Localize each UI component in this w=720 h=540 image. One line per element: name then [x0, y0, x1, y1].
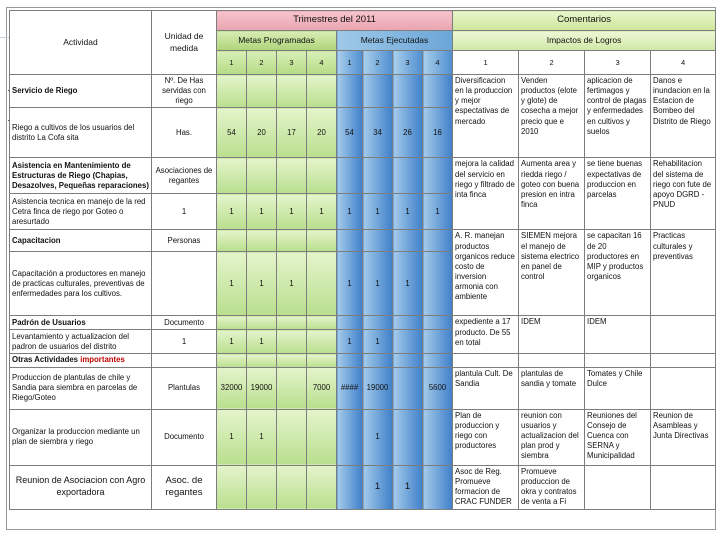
ejec-cell	[393, 75, 423, 108]
prog-cell	[217, 158, 247, 194]
prog-cell: 20	[247, 108, 277, 158]
prog-cell: 54	[217, 108, 247, 158]
comment-cell: Venden productos (elote y glote) de cosecha a mejor precio que e 2010	[519, 75, 585, 158]
ejec-cell: 1	[363, 330, 393, 354]
ejec-cell	[363, 75, 393, 108]
prog-cell	[277, 316, 307, 330]
activity-cell: Levantamiento y actualizacion del padron de usuarios del distrito	[10, 330, 152, 354]
ejec-cell	[393, 367, 423, 409]
prog-cell: 1	[247, 330, 277, 354]
prog-cell: 19000	[247, 367, 277, 409]
ejec-cell	[423, 158, 453, 194]
prog-cell	[307, 316, 337, 330]
prog-cell	[307, 409, 337, 465]
impact-column-label: 3	[585, 51, 651, 75]
ejec-cell: ####	[337, 367, 363, 409]
prog-cell	[247, 158, 277, 194]
comment-cell	[651, 316, 716, 354]
activity-cell: Produccion de plantulas de chile y Sandia para siembra en parcelas de Riego/Goteo	[10, 367, 152, 409]
unit-cell	[152, 354, 217, 367]
impact-column-label: 1	[453, 51, 519, 75]
comment-cell: expediente a 17 producto. De 55 en total	[453, 316, 519, 354]
comment-cell: Promueve produccion de okra y contratos de venta a Fi	[519, 465, 585, 509]
ejec-cell	[337, 354, 363, 367]
ejec-cell	[423, 330, 453, 354]
unit-cell: Documento	[152, 316, 217, 330]
activity-cell: Asistencia tecnica en manejo de la red Cetra finca de riego por Goteo o aresurtado	[10, 194, 152, 230]
prog-cell	[277, 409, 307, 465]
comment-cell: se tiene buenas expectativas de produccion en parcelas	[585, 158, 651, 230]
header-impactos: Impactos de Logros	[453, 31, 716, 51]
comment-cell: IDEM	[585, 316, 651, 354]
ejec-cell	[363, 316, 393, 330]
prog-cell: 1	[277, 252, 307, 316]
quarter-label: 1	[337, 51, 363, 75]
prog-cell: 1	[247, 409, 277, 465]
quarter-label: 3	[277, 51, 307, 75]
impact-column-label: 4	[651, 51, 716, 75]
ejec-cell: 1	[337, 194, 363, 230]
comment-cell: plantulas de sandia y tomate	[519, 367, 585, 409]
header-actividad: Actividad	[10, 11, 152, 75]
unit-cell: 1	[152, 330, 217, 354]
comment-cell: mejora la calidad del servicio en riego y filtrado de inta finca	[453, 158, 519, 230]
prog-cell	[217, 75, 247, 108]
prog-cell	[307, 252, 337, 316]
comment-cell: Danos e inundacion en la Estacion de Bombeo del Distrito de Riego	[651, 75, 716, 158]
prog-cell	[217, 354, 247, 367]
prog-cell	[307, 354, 337, 367]
comment-cell: se capacitan 16 de 20 productores en MIP y productos organicos	[585, 230, 651, 316]
unit-cell: Asoc. de regantes	[152, 465, 217, 509]
ejec-cell	[423, 75, 453, 108]
prog-cell: 1	[217, 330, 247, 354]
prog-cell	[217, 465, 247, 509]
prog-cell	[277, 158, 307, 194]
ejec-cell	[393, 409, 423, 465]
ejec-cell: 16	[423, 108, 453, 158]
comment-cell: Tomates y Chile Dulce	[585, 367, 651, 409]
activity-cell: Riego a cultivos de los usuarios del distrito La Cofa sita	[10, 108, 152, 158]
comment-cell	[519, 354, 585, 367]
prog-cell: 1	[217, 252, 247, 316]
ejec-cell	[337, 409, 363, 465]
impact-column-label: 2	[519, 51, 585, 75]
quarter-label: 1	[217, 51, 247, 75]
ejec-cell	[363, 354, 393, 367]
prog-cell	[307, 75, 337, 108]
quarter-label: 2	[247, 51, 277, 75]
prog-cell: 7000	[307, 367, 337, 409]
unit-cell: Plantulas	[152, 367, 217, 409]
quarter-label: 4	[423, 51, 453, 75]
prog-cell: 32000	[217, 367, 247, 409]
section-label: Otras Actividades	[12, 355, 79, 365]
ejec-cell	[423, 316, 453, 330]
prog-cell: 1	[247, 194, 277, 230]
ejec-cell: 5600	[423, 367, 453, 409]
ejec-cell: 1	[363, 194, 393, 230]
comment-cell: Plan de produccion y riego con productores	[453, 409, 519, 465]
unit-cell: Asociaciones de regantes	[152, 158, 217, 194]
prog-cell	[307, 158, 337, 194]
highlight-label: importantes	[80, 355, 125, 365]
ejec-cell: 1	[423, 194, 453, 230]
comment-cell: Practicas culturales y preventivas	[651, 230, 716, 316]
ejec-cell	[423, 409, 453, 465]
ejec-cell	[423, 465, 453, 509]
ejec-cell	[423, 354, 453, 367]
quarter-label: 4	[307, 51, 337, 75]
prog-cell	[307, 230, 337, 252]
activity-cell: Asistencia en Mantenimiento de Estructuras de Riego (Chapias, Desazolves, Pequeñas reparaciones)	[10, 158, 152, 194]
ejec-cell: 1	[393, 194, 423, 230]
prog-cell	[247, 75, 277, 108]
ejec-cell	[337, 75, 363, 108]
ejec-cell: 54	[337, 108, 363, 158]
prog-cell	[247, 316, 277, 330]
unit-cell	[152, 252, 217, 316]
ejec-cell	[363, 230, 393, 252]
ejec-cell	[393, 158, 423, 194]
prog-cell: 17	[277, 108, 307, 158]
prog-cell	[277, 75, 307, 108]
comment-cell	[651, 465, 716, 509]
comment-cell	[453, 354, 519, 367]
ejec-cell: 1	[337, 252, 363, 316]
header-metas-programadas: Metas Programadas	[217, 31, 337, 51]
comment-cell	[651, 354, 716, 367]
prog-cell	[247, 230, 277, 252]
ejec-cell: 1	[363, 465, 393, 509]
prog-cell: 1	[307, 194, 337, 230]
ejec-cell	[423, 252, 453, 316]
header-unidad: Unidad de medida	[152, 11, 217, 75]
prog-cell: 1	[217, 409, 247, 465]
ejec-cell	[337, 316, 363, 330]
header-metas-ejecutadas: Metas Ejecutadas	[337, 31, 453, 51]
prog-cell	[247, 354, 277, 367]
ejec-cell	[363, 158, 393, 194]
prog-cell	[277, 367, 307, 409]
activity-cell: Padrón de Usuarios	[10, 316, 152, 330]
prog-cell	[277, 354, 307, 367]
ejec-cell	[393, 230, 423, 252]
prog-cell	[217, 230, 247, 252]
header-comentarios: Comentarios	[453, 11, 716, 31]
comment-cell: reunion con usuarios y actualizacion del plan prod y siembra	[519, 409, 585, 465]
ejec-cell: 1	[393, 465, 423, 509]
quarter-label: 3	[393, 51, 423, 75]
prog-cell	[217, 316, 247, 330]
prog-cell	[277, 465, 307, 509]
comment-cell: IDEM	[519, 316, 585, 354]
ejec-cell: 19000	[363, 367, 393, 409]
ejec-cell: 26	[393, 108, 423, 158]
ejec-cell: 1	[363, 409, 393, 465]
prog-cell: 1	[217, 194, 247, 230]
activity-cell: Organizar la produccion mediante un plan de siembra y riego	[10, 409, 152, 465]
activities-table	[9, 10, 716, 510]
activity-cell: Reunion de Asociacion con Agro exportadora	[10, 465, 152, 509]
comment-cell	[585, 354, 651, 367]
ejec-cell	[393, 330, 423, 354]
ejec-cell	[423, 230, 453, 252]
prog-cell: 20	[307, 108, 337, 158]
activity-cell: Capacitación a productores en manejo de practicas culturales, preventivas de enfermedades para los cultivos.	[10, 252, 152, 316]
ejec-cell	[337, 465, 363, 509]
activity-cell	[10, 354, 152, 367]
activity-cell: Servicio de Riego	[10, 75, 152, 108]
comment-cell: Reunion de Asambleas y Junta Directivas	[651, 409, 716, 465]
ejec-cell	[337, 230, 363, 252]
prog-cell	[277, 230, 307, 252]
ejec-cell	[393, 354, 423, 367]
comment-cell: A. R. manejan productos organicos reduce costo de inversion armonia con ambiente	[453, 230, 519, 316]
unit-cell: Nº. De Has servidas con riego	[152, 75, 217, 108]
unit-cell: Documento	[152, 409, 217, 465]
prog-cell	[307, 465, 337, 509]
comment-cell: SIEMEN mejora el manejo de sistema electrico en panel de control	[519, 230, 585, 316]
ejec-cell: 1	[337, 330, 363, 354]
activity-cell: Capacitacion	[10, 230, 152, 252]
comment-cell: aplicacion de fertimagos y control de plagas y enfermedades en cultivos y suelos	[585, 75, 651, 158]
prog-cell	[277, 330, 307, 354]
prog-cell: 1	[247, 252, 277, 316]
quarter-label: 2	[363, 51, 393, 75]
comment-cell: plantula Cult. De Sandia	[453, 367, 519, 409]
comment-cell: Reuniones del Consejo de Cuenca con SERNA y Municipalidad	[585, 409, 651, 465]
prog-cell	[247, 465, 277, 509]
unit-cell: Has.	[152, 108, 217, 158]
comment-cell: Rehabilitacion del sistema de riego con fute de apoyo DGRD - PNUD	[651, 158, 716, 230]
prog-cell	[307, 330, 337, 354]
ejec-cell: 1	[363, 252, 393, 316]
unit-cell: 1	[152, 194, 217, 230]
comment-cell: Diversificacion en la produccion y mejor espectativas de mercado	[453, 75, 519, 158]
ejec-cell: 1	[393, 252, 423, 316]
ejec-cell: 34	[363, 108, 393, 158]
unit-cell: Personas	[152, 230, 217, 252]
header-trimestres: Trimestres del 2011	[217, 11, 453, 31]
comment-cell: Aumenta area y riedda riego / goteo con buena presion en intra finca	[519, 158, 585, 230]
ejec-cell	[337, 158, 363, 194]
comment-cell: Asoc de Reg. Promueve formacion de CRAC FUNDER	[453, 465, 519, 509]
comment-cell	[585, 465, 651, 509]
comment-cell	[651, 367, 716, 409]
ejec-cell	[393, 316, 423, 330]
prog-cell: 1	[277, 194, 307, 230]
